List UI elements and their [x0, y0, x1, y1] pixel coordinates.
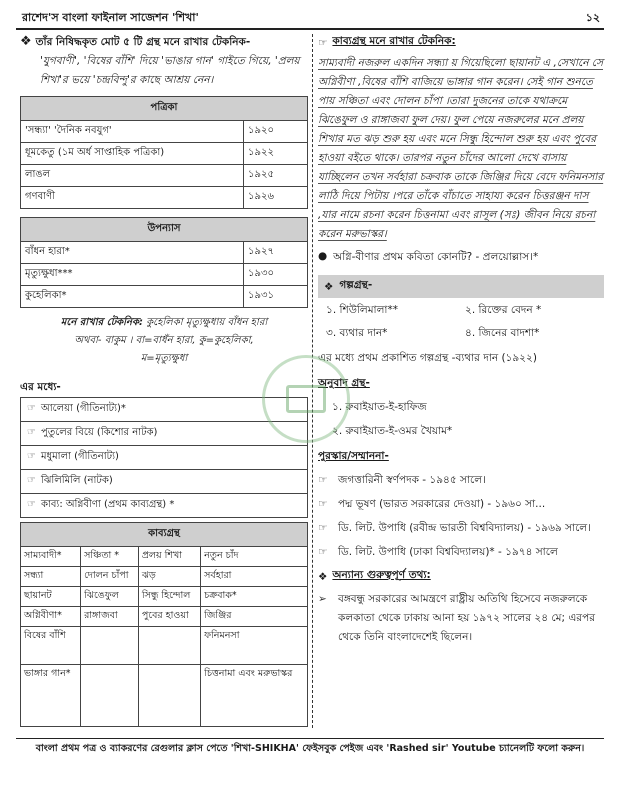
list-item: ☞ ঝিলিমিলি (নাটক)	[21, 470, 308, 494]
pointing-hand-icon: ☞	[318, 36, 328, 49]
list-item: ১. শিউলিমালা**	[326, 304, 398, 316]
list-item: ☞ পদ্ম ভূষণ (ভারত সরকারের দেওয়া) - ১৯৬০ সা...	[318, 495, 604, 514]
pointing-hand-icon: ☞	[27, 403, 36, 414]
right-column	[318, 34, 604, 647]
page-number: ১২	[585, 10, 600, 24]
bullet-question: ● অগ্নি-বীণার প্রথম কবিতা কোনটি? - প্রলয়োল্লাস।*	[318, 250, 604, 267]
among-title: এর মধ্যে-	[20, 381, 61, 393]
bullet-dot-icon: ●	[318, 250, 328, 262]
banned-books-note-title: ❖ তাঁর নিষিদ্ধকৃত মোট ৫ টি গ্রন্থ মনে রাখার টেকনিক-	[20, 34, 251, 49]
galpa-list	[318, 303, 604, 343]
kavya-technique-story: সাম্যবাদী নজরুল একদিন সন্ধ্যা য় গিয়েছিলো ছায়ানট এ ,সেখানে সে অগ্নিবীণা ,বিষের বাঁশি বাজিয়ে ভাঙ্গার গান করেন। সেই গান শুনতে পায় সঞ্চিতা এবং দোলন চাঁপা ।তারা দুজনের তাকে যথাক্রমে ঝিঙেফুল ও রাঙ্গাজবা ফুল দেয়। ফুল পেয়ে নজরুলের মনে প্রলয় শিখার মত ঝড় শুরু হয় এবং মনে সিন্ধু হিন্দোল শুরু হয় এবং পুবের হাওয়া বইতে থাকে। তারপর নতুন চাঁদের আলো দেখে বাসায় যাচ্ছিলেন তখন সর্বহারা চক্রবাক তাকে জিঞ্জির দিয়ে বেদে ফনিমনসার লাঠি দিয়ে পিটায় ।পরে তাঁকে বাঁচাতে সাহায্য করেন চিত্তরঞ্জন দাস ,যার নামে রচনা করেন চিত্তনামা এবং রাসূল (সঃ) জীবন নিয়ে রচনা করেন মরুভাস্কর।	[318, 57, 604, 240]
table-row: সাম্যবাদী* সঞ্চিতা * প্রলয় শিখা নতুন চাঁদ	[21, 547, 308, 567]
pointing-hand-icon: ☞	[318, 546, 328, 558]
table-row: গণবাণী ১৯২৬	[21, 187, 308, 209]
upanyas-table	[20, 217, 308, 308]
list-item: ☞ কাব্য: অগ্নিবীণা (প্রথম কাব্যগ্রন্থ) *	[21, 494, 308, 518]
page-header	[22, 8, 600, 28]
table-row: বাঁধন হারা* ১৯২৭	[21, 242, 308, 264]
other-info-item: ➢ বঙ্গবন্ধু সরকারের আমন্ত্রণে রাষ্ট্রীয় অতিথি হিসেবে নজরুলকে কলকাতা থেকে ঢাকায় আনা হয় ১৯৭২ সালের ২৪ মে; এরপর থেকে তিনি বাংলাদেশেই ছিলেন।	[318, 590, 604, 647]
novel-memory-technique: মনে রাখার টেকনিক: কুহেলিকা মৃত্যুক্ষুধায় বাঁধন হারা অথবা- বাকুম । বা=বাধঁন হারা, কু=কুহেলিকা, ম=মৃত্যুক্ষুধা	[60, 317, 268, 364]
pointing-hand-icon: ☞	[27, 427, 36, 438]
footer-rule	[16, 738, 604, 739]
pointing-hand-icon: ☞	[27, 451, 36, 462]
pointing-hand-icon: ☞	[318, 522, 328, 534]
book-icon	[286, 385, 326, 413]
galpa-note: এর মধ্যে প্রথম প্রকাশিত গল্পগ্রন্থ -ব্যথার দান (১৯২২)	[318, 352, 537, 364]
page-header-title: রাশেদ'স বাংলা ফাইনাল সাজেশন 'শিখা'	[22, 10, 199, 24]
other-info-title: ❖ অন্যান্য গুরুত্বপূর্ণ তথ্য:	[318, 569, 431, 583]
list-item: ☞ ডি. লিট. উপাধি (ঢাকা বিশ্ববিদ্যালয়)* - ১৯৭৪ সালে	[318, 543, 604, 562]
diamond-bullet-icon: ❖	[324, 280, 334, 293]
watermark-logo	[262, 355, 350, 443]
table-row: মৃত্যুক্ষুধা*** ১৯৩০	[21, 264, 308, 286]
table-row: লাঙল ১৯২৫	[21, 165, 308, 187]
table-row: ধূমকেতু (১ম অর্ধ সাপ্তাহিক পত্রিকা) ১৯২২	[21, 143, 308, 165]
kavya-table	[20, 522, 308, 727]
list-item: ২. রুবাইয়াত-ই-ওমর খৈয়াম*	[332, 425, 453, 437]
kavya-technique-title: ☞ কাব্যগ্রন্থ মনে রাখার টেকনিক:	[318, 35, 456, 49]
galpa-heading: ❖ গল্পগ্রন্থ-	[318, 275, 604, 298]
anubad-heading: অনুবাদ গ্রন্থ-	[318, 377, 370, 389]
patrika-heading: পত্রিকা	[21, 97, 308, 121]
list-item: ২. রিক্তের বেদন *	[465, 304, 542, 316]
list-item: ৩. ব্যথার দান*	[326, 327, 388, 339]
pointing-hand-icon: ☞	[318, 474, 328, 486]
table-row: সন্ধ্যা দোলন চাঁপা ঝড় সর্বহারা	[21, 567, 308, 587]
page-footer: বাংলা প্রথম পত্র ও ব্যাকরণের রেগুলার ক্লাস পেতে 'শিখা-SHIKHA' ফেইসবুক পেইজ এবং 'Rashed sir' Youtube চ্যানেলটি ফলো করুন।	[35, 743, 585, 754]
list-item: ৪. জিনের বাদশা*	[465, 327, 540, 339]
list-item: ☞ মধুমালা (গীতিনাট্য)	[21, 446, 308, 470]
pointing-hand-icon: ☞	[27, 475, 36, 486]
header-rule	[16, 28, 604, 30]
table-row: 'সন্ধ্যা' 'দৈনিক নবযুগ' ১৯২০	[21, 121, 308, 143]
kavya-heading: কাব্যগ্রন্থ	[21, 523, 308, 547]
list-item: ☞ পুতুলের বিয়ে (কিশোর নাটক)	[21, 422, 308, 446]
list-item: ☞ আলেয়া (গীতিনাট্য)*	[21, 398, 308, 422]
diamond-bullet-icon: ❖	[20, 34, 32, 49]
pointing-hand-icon: ☞	[27, 499, 36, 510]
table-row: ভাঙ্গার গান* চিত্তনামা এবং মরুভাস্কর	[21, 665, 308, 727]
pointing-hand-icon: ☞	[318, 498, 328, 510]
list-item: ১. রুবাইয়াত-ই-হাফিজ	[332, 401, 427, 413]
puraskar-heading: পুরস্কার/সম্মাননা-	[318, 450, 389, 462]
upanyas-heading: উপন্যাস	[21, 218, 308, 242]
table-row: বিষের বাঁশি ফনিমনসা	[21, 627, 308, 665]
table-row: অগ্নিবীণা* রাঙ্গাজবা পুবের হাওয়া জিঞ্জির	[21, 607, 308, 627]
patrika-table	[20, 96, 308, 209]
list-item: ☞ ডি. লিট. উপাধি (রবীন্দ্র ভারতী বিশ্ববিদ্যালয়) - ১৯৬৯ সালে।	[318, 519, 604, 538]
table-row: ছায়ানট ঝিঙেফুল সিন্ধু হিন্দোল চক্রবাক*	[21, 587, 308, 607]
table-row: কুহেলিকা* ১৯৩১	[21, 286, 308, 308]
diamond-bullet-icon: ❖	[318, 570, 328, 583]
list-item: ☞ জগত্তারিনী স্বর্ণপদক - ১৯৪৫ সালে।	[318, 471, 604, 490]
arrow-right-icon: ➢	[318, 593, 327, 605]
banned-books-note-text: 'যুগবাণী', 'বিষের বাঁশি' দিয়ে 'ভাঙার গান' গাইতে গিয়ে, 'প্রলয় শিখা'র ভয়ে 'চন্দ্রবিন্দু'র কাছে আশ্রয় নেন।	[40, 55, 300, 86]
